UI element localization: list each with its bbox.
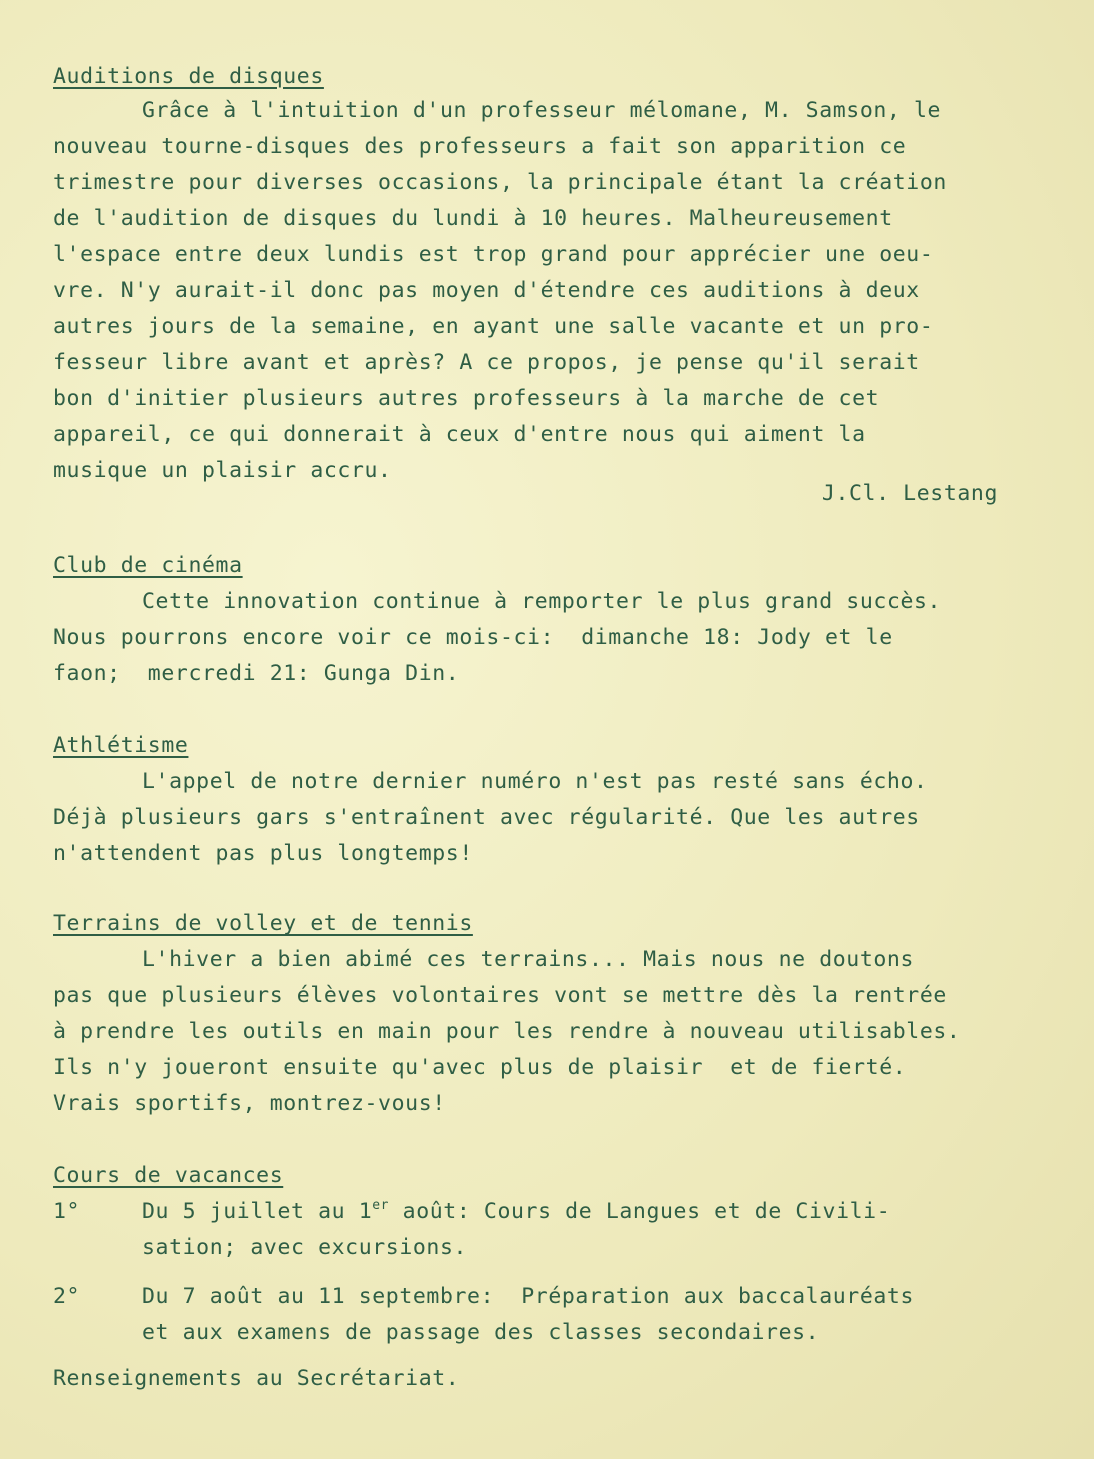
- list-item-line: Du 5 juillet au 1er août: Cours de Langues et de Civili-: [142, 1198, 891, 1224]
- list-item-line: et aux examens de passage des classes secondaires.: [142, 1320, 820, 1345]
- list-item-line: Du 7 août au 11 septembre: Préparation aux baccalauréats: [142, 1284, 915, 1309]
- footer-note: Renseignements au Secrétariat.: [53, 1366, 460, 1391]
- paragraph-line: Grâce à l'intuition d'un professeur mélomane, M. Samson, le: [142, 98, 942, 123]
- paragraph-line: trimestre pour diverses occasions, la principale étant la création: [53, 170, 947, 195]
- paragraph-line: vre. N'y aurait-il donc pas moyen d'étendre ces auditions à deux: [53, 278, 920, 303]
- heading-club-de-cinema: Club de cinéma: [53, 553, 243, 578]
- paragraph-line: l'espace entre deux lundis est trop grand pour apprécier une oeu-: [53, 242, 934, 267]
- list-item-line: sation; avec excursions.: [142, 1235, 468, 1260]
- heading-terrains: Terrains de volley et de tennis: [53, 911, 473, 936]
- paragraph-line: Ils n'y joueront ensuite qu'avec plus de plaisir et de fierté.: [53, 1055, 907, 1080]
- paragraph-line: Cette innovation continue à remporter le plus grand succès.: [142, 589, 942, 614]
- list-item-number: 2°: [53, 1284, 81, 1309]
- heading-auditions-de-disques: Auditions de disques: [53, 64, 324, 89]
- paragraph-line: L'appel de notre dernier numéro n'est pas resté sans écho.: [142, 769, 928, 794]
- paragraph-line: L'hiver a bien abimé ces terrains... Mais nous ne doutons: [142, 947, 915, 972]
- paragraph-line: de l'audition de disques du lundi à 10 heures. Malheureusement: [53, 206, 893, 231]
- heading-athletisme: Athlétisme: [53, 733, 189, 758]
- paragraph-line: Déjà plusieurs gars s'entraînent avec régularité. Que les autres: [53, 805, 920, 830]
- paragraph-line: bon d'initier plusieurs autres professeurs à la marche de cet: [53, 386, 880, 411]
- paragraph-line: musique un plaisir accru.: [53, 458, 392, 483]
- paragraph-line: n'attendent pas plus longtemps!: [53, 841, 473, 866]
- paragraph-line: Nous pourrons encore voir ce mois-ci: dimanche 18: Jody et le: [53, 625, 893, 650]
- heading-cours-de-vacances: Cours de vacances: [53, 1163, 284, 1188]
- paragraph-line: Vrais sportifs, montrez-vous!: [53, 1091, 446, 1116]
- paragraph-line: appareil, ce qui donnerait à ceux d'entre nous qui aiment la: [53, 422, 866, 447]
- list-item-number: 1°: [53, 1199, 81, 1224]
- paragraph-line: autres jours de la semaine, en ayant une salle vacante et un pro-: [53, 314, 934, 339]
- signature: J.Cl. Lestang: [821, 481, 998, 506]
- paragraph-line: fesseur libre avant et après? A ce propos, je pense qu'il serait: [53, 350, 920, 375]
- paragraph-line: faon; mercredi 21: Gunga Din.: [53, 661, 460, 686]
- paragraph-line: nouveau tourne-disques des professeurs a fait son apparition ce: [53, 134, 907, 159]
- paragraph-line: à prendre les outils en main pour les rendre à nouveau utilisables.: [53, 1019, 961, 1044]
- paragraph-line: pas que plusieurs élèves volontaires vont se mettre dès la rentrée: [53, 983, 947, 1008]
